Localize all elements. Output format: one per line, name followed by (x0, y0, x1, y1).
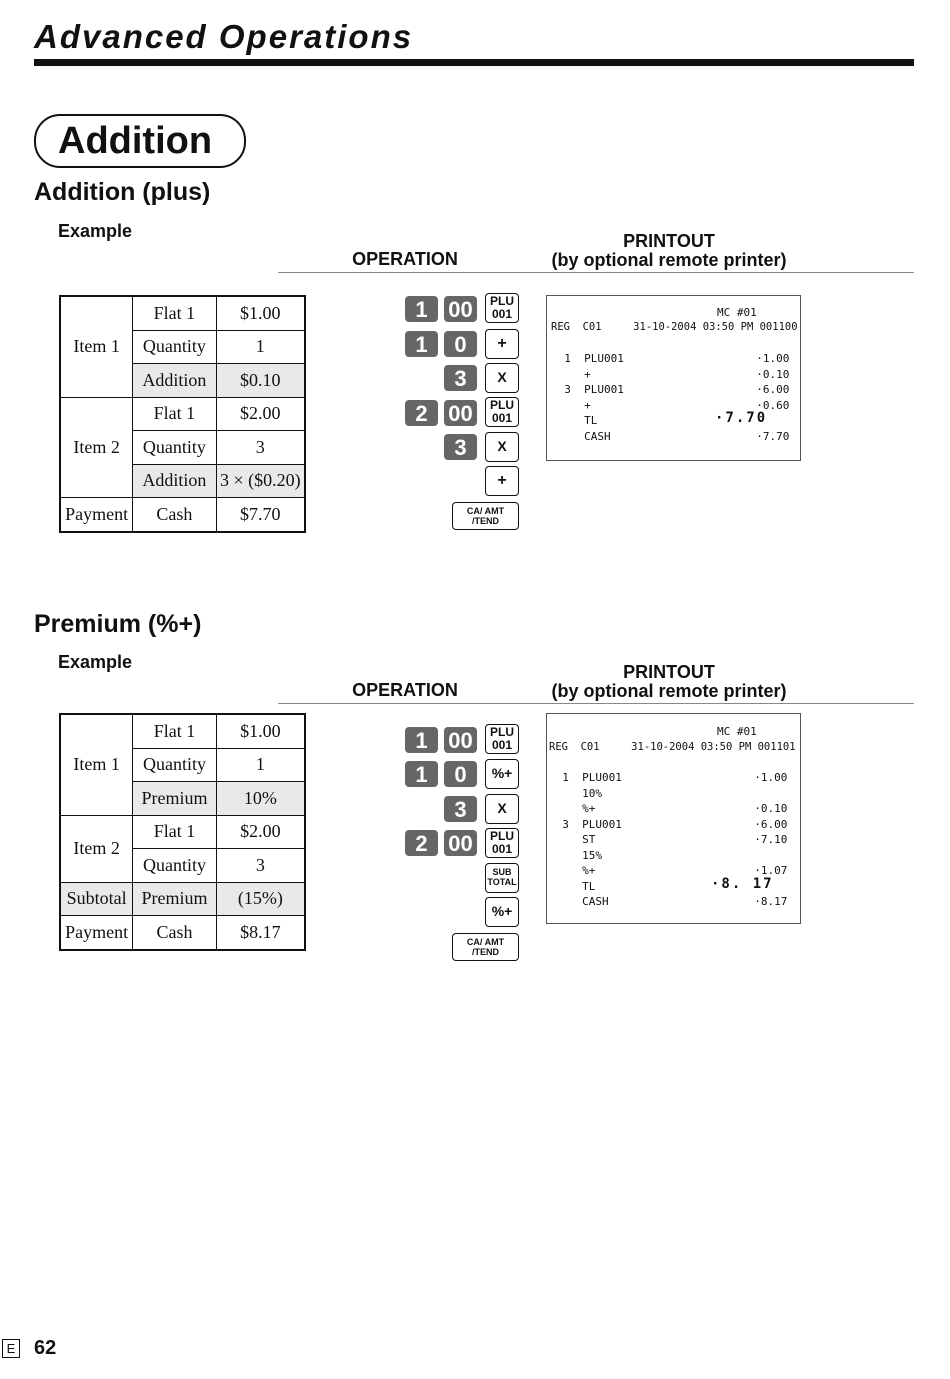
table-cell: $1.00 (216, 714, 305, 748)
table-cell: Payment (60, 916, 133, 950)
key-plu-001 (485, 293, 519, 323)
receipt-line: TL (551, 414, 598, 427)
table-cell: Subtotal (60, 882, 133, 916)
key-label: PLU (490, 829, 514, 843)
table-cell: Item 1 (60, 714, 133, 815)
key-label: PLU (490, 398, 514, 412)
receipt-line: 3 PLU001 ·6.00 (551, 383, 790, 396)
table-cell: Flat 1 (133, 296, 216, 330)
table-cell: Item 1 (60, 296, 133, 397)
key-plu-001 (485, 724, 519, 754)
premium-example-table (59, 713, 306, 951)
plus-heading: Addition (plus) (34, 178, 211, 206)
table-cell: Quantity (133, 431, 216, 465)
key-label: /TEND (472, 947, 499, 957)
receipt-line: 3 PLU001 ·6.00 (549, 818, 788, 831)
key-3: 3 (444, 434, 477, 460)
plus-example-label: Example (58, 221, 133, 241)
receipt-line: CASH ·8.17 (549, 895, 788, 908)
premium-header-rule (278, 703, 914, 704)
table-cell: $7.70 (216, 498, 305, 532)
key-label: PLU (490, 294, 514, 308)
receipt-line: MC #01 (717, 306, 757, 319)
key-00: 00 (444, 727, 477, 753)
table-cell: 3 × ($0.20) (216, 464, 305, 498)
table-cell: Quantity (133, 748, 217, 782)
premium-example-label: Example (58, 652, 133, 672)
key-multiply: X (485, 794, 519, 824)
plus-operation-label: OPERATION (352, 249, 458, 269)
premium-receipt (546, 713, 801, 924)
receipt-line: ST ·7.10 (549, 833, 788, 846)
premium-heading: Premium (%+) (34, 610, 202, 638)
table-cell: Item 2 (60, 397, 133, 498)
table-cell: $8.17 (216, 916, 305, 950)
key-00: 00 (444, 296, 477, 322)
table-cell: 1 (216, 748, 305, 782)
key-00: 00 (444, 400, 477, 426)
key-0: 0 (444, 761, 477, 787)
key-ca-amt-tend (452, 933, 519, 961)
key-00: 00 (444, 830, 477, 856)
key-1: 1 (405, 296, 438, 322)
table-cell: Premium (133, 782, 217, 816)
printout-label-line1: PRINTOUT (623, 231, 715, 251)
key-3: 3 (444, 796, 477, 822)
key-1: 1 (405, 727, 438, 753)
receipt-line: + ·0.60 (551, 399, 790, 412)
key-label: /TEND (472, 516, 499, 526)
key-label: 001 (491, 411, 513, 425)
printout-label-line2: (by optional remote printer) (551, 250, 787, 270)
key-ca-amt-tend (452, 502, 519, 530)
table-cell: 1 (216, 330, 305, 364)
table-cell: $2.00 (216, 815, 305, 849)
premium-printout-label (530, 663, 808, 701)
receipt-line: 15% (549, 849, 602, 862)
table-cell: (15%) (216, 882, 305, 916)
table-cell: Quantity (133, 849, 217, 883)
receipt-line: %+ ·1.07 (549, 864, 788, 877)
table-cell: $2.00 (216, 397, 305, 431)
table-cell: Item 2 (60, 815, 133, 882)
receipt-line: MC #01 (717, 725, 757, 738)
table-cell: Flat 1 (133, 397, 216, 431)
key-1: 1 (405, 331, 438, 357)
table-cell: $0.10 (216, 364, 305, 398)
key-label: 001 (491, 738, 513, 752)
key-2: 2 (405, 830, 438, 856)
receipt-line: + ·0.10 (551, 368, 790, 381)
receipt-line: 1 PLU001 ·1.00 (549, 771, 788, 784)
plus-header-rule (278, 272, 914, 273)
key-label: 001 (491, 842, 513, 856)
table-cell: Addition (133, 464, 216, 498)
key-1: 1 (405, 761, 438, 787)
key-multiply: X (485, 363, 519, 393)
printout-label-line1: PRINTOUT (623, 662, 715, 682)
table-cell: Flat 1 (133, 815, 217, 849)
page-header-title: Advanced Operations (34, 18, 414, 55)
table-cell: 10% (216, 782, 305, 816)
receipt-line: CASH ·7.70 (551, 430, 790, 443)
key-2: 2 (405, 400, 438, 426)
key-label: PLU (490, 725, 514, 739)
table-cell: Addition (133, 364, 216, 398)
receipt-line: 10% (549, 787, 602, 800)
key-subtotal (485, 863, 519, 893)
plus-printout-label (530, 232, 808, 270)
key-percent-plus: %+ (485, 759, 519, 789)
plus-receipt (546, 295, 801, 461)
key-plus: + (485, 329, 519, 359)
printout-label-line2: (by optional remote printer) (551, 681, 787, 701)
key-plu-001 (485, 397, 519, 427)
table-cell: 3 (216, 849, 305, 883)
table-cell: Payment (60, 498, 133, 532)
table-cell: 3 (216, 431, 305, 465)
receipt-total: ·8. 17 (711, 876, 774, 892)
table-cell: Cash (133, 916, 217, 950)
receipt-total: ·7.70 (715, 410, 768, 426)
key-plus: + (485, 466, 519, 496)
receipt-line: %+ ·0.10 (549, 802, 788, 815)
table-cell: Premium (133, 882, 217, 916)
key-3: 3 (444, 365, 477, 391)
page-number: 62 (34, 1337, 57, 1359)
table-cell: Cash (133, 498, 216, 532)
key-label: SUB (492, 867, 512, 877)
key-multiply: X (485, 432, 519, 462)
receipt-line: REG C01 31-10-2004 03:50 PM 001101 (549, 741, 796, 753)
premium-operation-label: OPERATION (352, 680, 458, 700)
key-label: CA/ AMT (466, 937, 505, 947)
table-cell: Flat 1 (133, 714, 217, 748)
key-0: 0 (444, 331, 477, 357)
key-percent-plus: %+ (485, 897, 519, 927)
table-cell: $1.00 (216, 296, 305, 330)
receipt-line: 1 PLU001 ·1.00 (551, 352, 790, 365)
key-label: 001 (491, 307, 513, 321)
table-cell: Quantity (133, 330, 216, 364)
plus-example-table (59, 295, 306, 533)
language-marker: E (2, 1339, 20, 1358)
receipt-line: REG C01 31-10-2004 03:50 PM 001100 (551, 321, 798, 333)
key-label: TOTAL (487, 877, 517, 887)
header-rule (34, 59, 914, 66)
key-plu-001 (485, 828, 519, 858)
key-label: CA/ AMT (466, 506, 505, 516)
receipt-line: TL (549, 880, 596, 893)
section-title: Addition (34, 114, 246, 168)
